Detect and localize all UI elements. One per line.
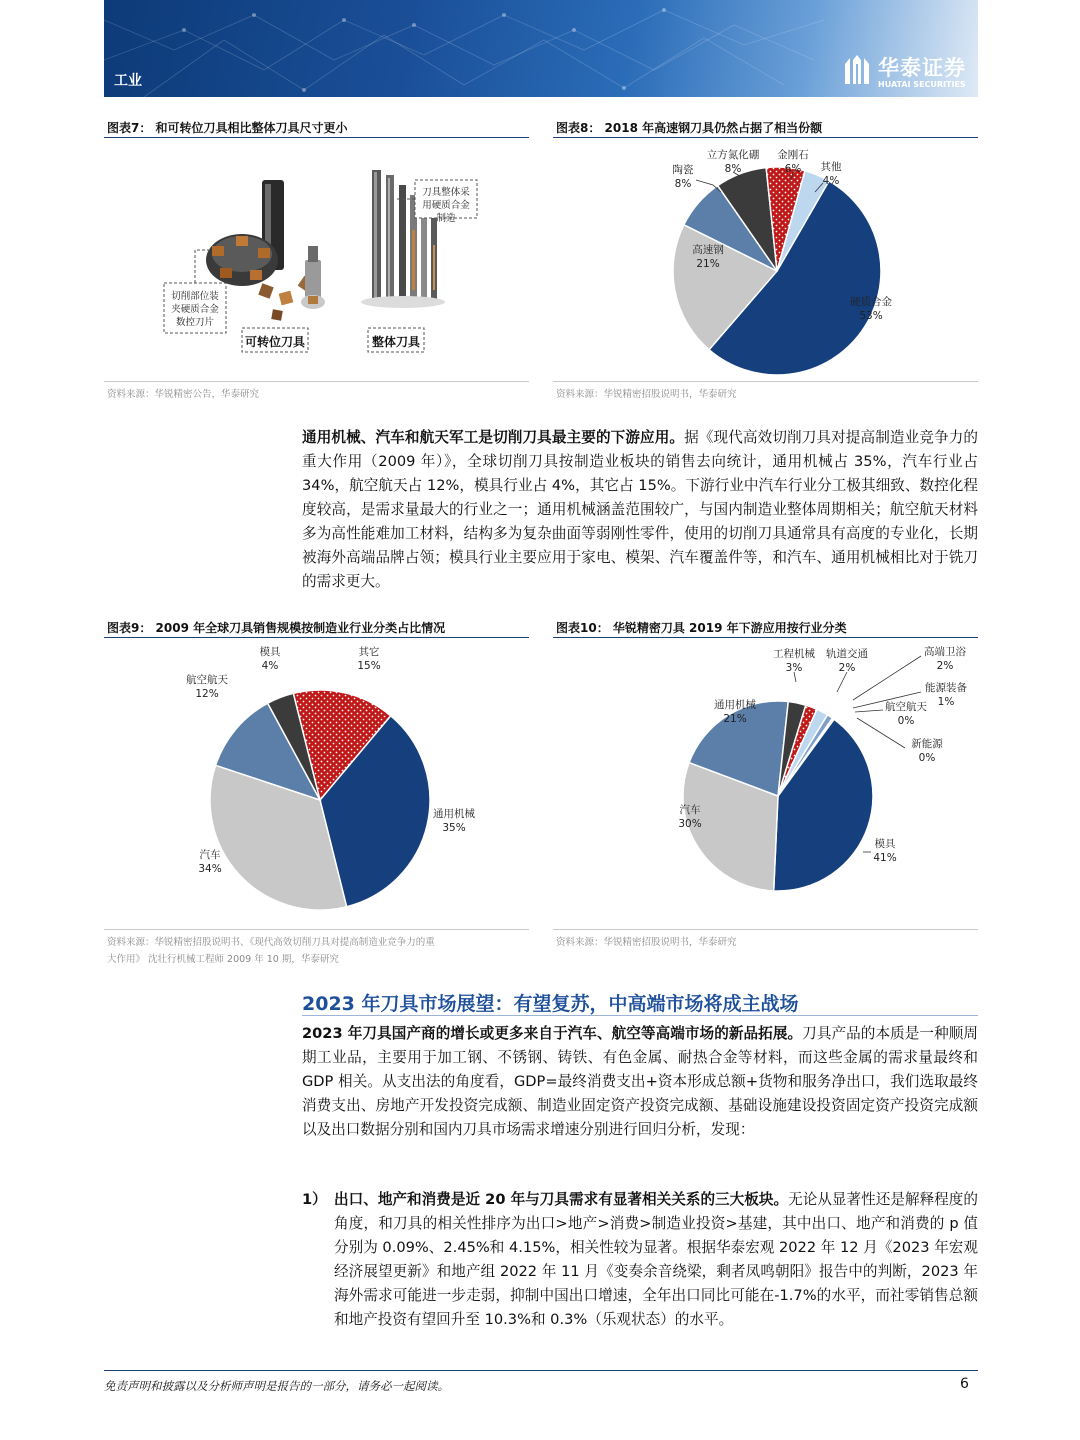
fig7-tools-picture [150,150,490,365]
sector-label: 工业 [114,73,142,89]
fig10-pie-chart [553,640,978,925]
fig10-leader-6 [853,656,921,700]
fig8-label-2: 高速钢 21% [692,244,724,270]
fig9-title: 图表9： 2009 年全球刀具销售规模按制造业行业分类占比情况 [107,621,446,635]
fig10-label-7: 能源装备 1% [925,682,967,708]
fig8-bottom-rule [553,381,978,382]
footer-rule [104,1370,978,1371]
fig8-label-5: 金刚石 6% [777,149,809,175]
outlook-paragraph-body: 刀具产品的本质是一种顺周期工业品，主要用于加工钢、不锈钢、铸铁、有色金属、耐热合金等材料，而这些金属的需求量最终和 GDP 相关。从支出法的角度看，GDP=最终消费支出+资本形成总额+货物和服务净出口，我们选取最终消费支出、房地产开发投资完成额、制造业固定资产投资完成额、基础设施建设投资固定资产投资完成额以及出口数据分别和国内刀具市场需求增速分别进行回归分析，发现： [302,1025,978,1138]
fig9-pie-chart [104,640,529,925]
footer-disclaimer: 免责声明和披露以及分析师声明是报告的一部分，请务必一起阅读。 [104,1379,449,1393]
fig9-title-rule [104,637,529,638]
section-heading-rule [302,1015,978,1016]
item1-lead: 出口、地产和消费是近 20 年与刀具需求有显著相关关系的三大板块。 [334,1191,789,1208]
fig10-source: 资料来源：华锐精密招股说明书，华泰研究 [556,937,737,948]
item1-body: 无论从显著性还是解释程度的角度，和刀具的相关性排序为出口>地产>消费>制造业投资>基建，其中出口、地产和消费的 p 值分别为 0.09%、2.45%和 4.15%，相关性较为显著。根据华泰宏观 2022 年 12 月《2023 年宏观经济展望更新》和地产组 2022 年 11 月《变奏余音绕梁，剩者凤鸣朝阳》报告中的判断，2023 年海外需求可能进一步走弱，抑制中国出口增速，全年出口同比可能在-1.7%的水平，而社零销售总额和地产投资有望回升至 10.3%和 0.3%（乐观状态）的水平。 [334,1191,978,1328]
fig10-label-9: 新能源 0% [911,738,943,764]
fig8-label-3: 陶瓷 8% [672,164,694,190]
fig9-label-1: 通用机械 35% [433,808,475,834]
fig10-title-rule [553,637,978,638]
outlook-paragraph-lead: 2023 年刀具国产商的增长或更多来自于汽车、航空等高端市场的新品拓展。 [302,1025,803,1042]
fig8-label-6: 其他 4% [820,161,842,187]
fig7-title-rule [104,137,529,138]
fig10-leader-8 [855,710,883,712]
fig10-bottom-rule [553,929,978,930]
fig7-callout-solid: 刀具整体采用硬质合金制造 [422,187,470,224]
fig9-label-2: 汽车 34% [198,849,222,875]
fig7-tool-illustration [150,150,490,365]
huatai-logo-icon [842,54,872,86]
section-heading: 2023 年刀具市场展望：有望复苏，中高端市场将成主战场 [302,993,799,1015]
fig10-label-2: 汽车 30% [678,804,702,830]
logo-english-name: HUATAI SECURITIES [878,80,966,89]
fig8-pie-chart [553,140,978,380]
fig7-callout-indexable: 切削部位装夹硬质合金数控刀片 [171,291,219,328]
outlook-paragraph [302,1022,978,1142]
fig10-label-4: 工程机械 3% [773,648,815,674]
fig8-label-4: 立方氮化硼 8% [706,149,760,175]
item1-number: 1） [302,1191,327,1208]
fig7-source: 资料来源：华锐精密公告，华泰研究 [107,389,260,400]
fig7-label-indexable: 可转位刀具 [244,335,305,349]
fig10-leader-5 [837,672,847,692]
fig8-source: 资料来源：华锐精密招股说明书，华泰研究 [556,389,737,400]
fig9-label-4: 模具 4% [259,646,281,672]
fig7-bottom-rule [104,381,529,382]
fig9-source-line1: 资料来源：华锐精密招股说明书、《现代高效切削刀具对提高制造业竞争力的重 [107,937,435,948]
fig9-label-3: 航空航天 12% [186,674,228,700]
downstream-paragraph-lead: 通用机械、汽车和航天军工是切削刀具最主要的下游应用。 [302,429,685,446]
fig10-label-1: 模具 41% [873,838,897,864]
report-header-banner [104,0,978,97]
downstream-paragraph-body: 据《现代高效切削刀具对提高制造业竞争力的重大作用（2009 年）》，全球切削刀具按制造业板块的销售去向统计，通用机械占 35%，汽车行业占 34%，航空航天占 12%，模具行业占 4%，其它占 15%。下游行业中汽车行业分工极其细致、数控化程度较高，是需求量最大的行业之一；通用机械涵盖范围较广，与国内制造业整体周期相关；航空航天材料多为高性能难加工材料，结构多为复杂曲面等弱刚性零件，使用的切削刀具通常具有高度的专业化，长期被海外高端品牌占领；模具行业主要应用于家电、模架、汽车覆盖件等，和汽车、通用机械相比对于铣刀的需求更大。 [302,429,978,590]
fig9-source-line2: 大作用》 沈壮行机械工程师 2009 年 10 期，华泰研究 [107,954,339,965]
fig7-title: 图表7： 和可转位刀具相比整体刀具尺寸更小 [107,121,348,135]
fig10-label-3: 通用机械 21% [714,699,756,725]
fig8-label-1: 硬质合金 53% [850,296,892,322]
item1-paragraph [334,1188,978,1332]
fig9-label-5: 其它 15% [357,646,381,672]
huatai-logo [842,52,972,92]
page-number: 6 [960,1376,969,1392]
fig8-title-rule [553,137,978,138]
fig10-label-6: 高端卫浴 2% [924,646,966,672]
fig9-bottom-rule [104,929,529,930]
fig10-label-8: 航空航天 0% [885,701,927,727]
logo-chinese-name: 华泰证券 [878,56,966,80]
downstream-paragraph [302,426,978,594]
fig8-title: 图表8： 2018 年高速钢刀具仍然占据了相当份额 [556,121,823,135]
fig10-label-5: 轨道交通 2% [826,648,868,674]
fig10-title: 图表10： 华锐精密刀具 2019 年下游应用按行业分类 [556,621,847,635]
fig7-label-solid: 整体刀具 [371,335,420,349]
